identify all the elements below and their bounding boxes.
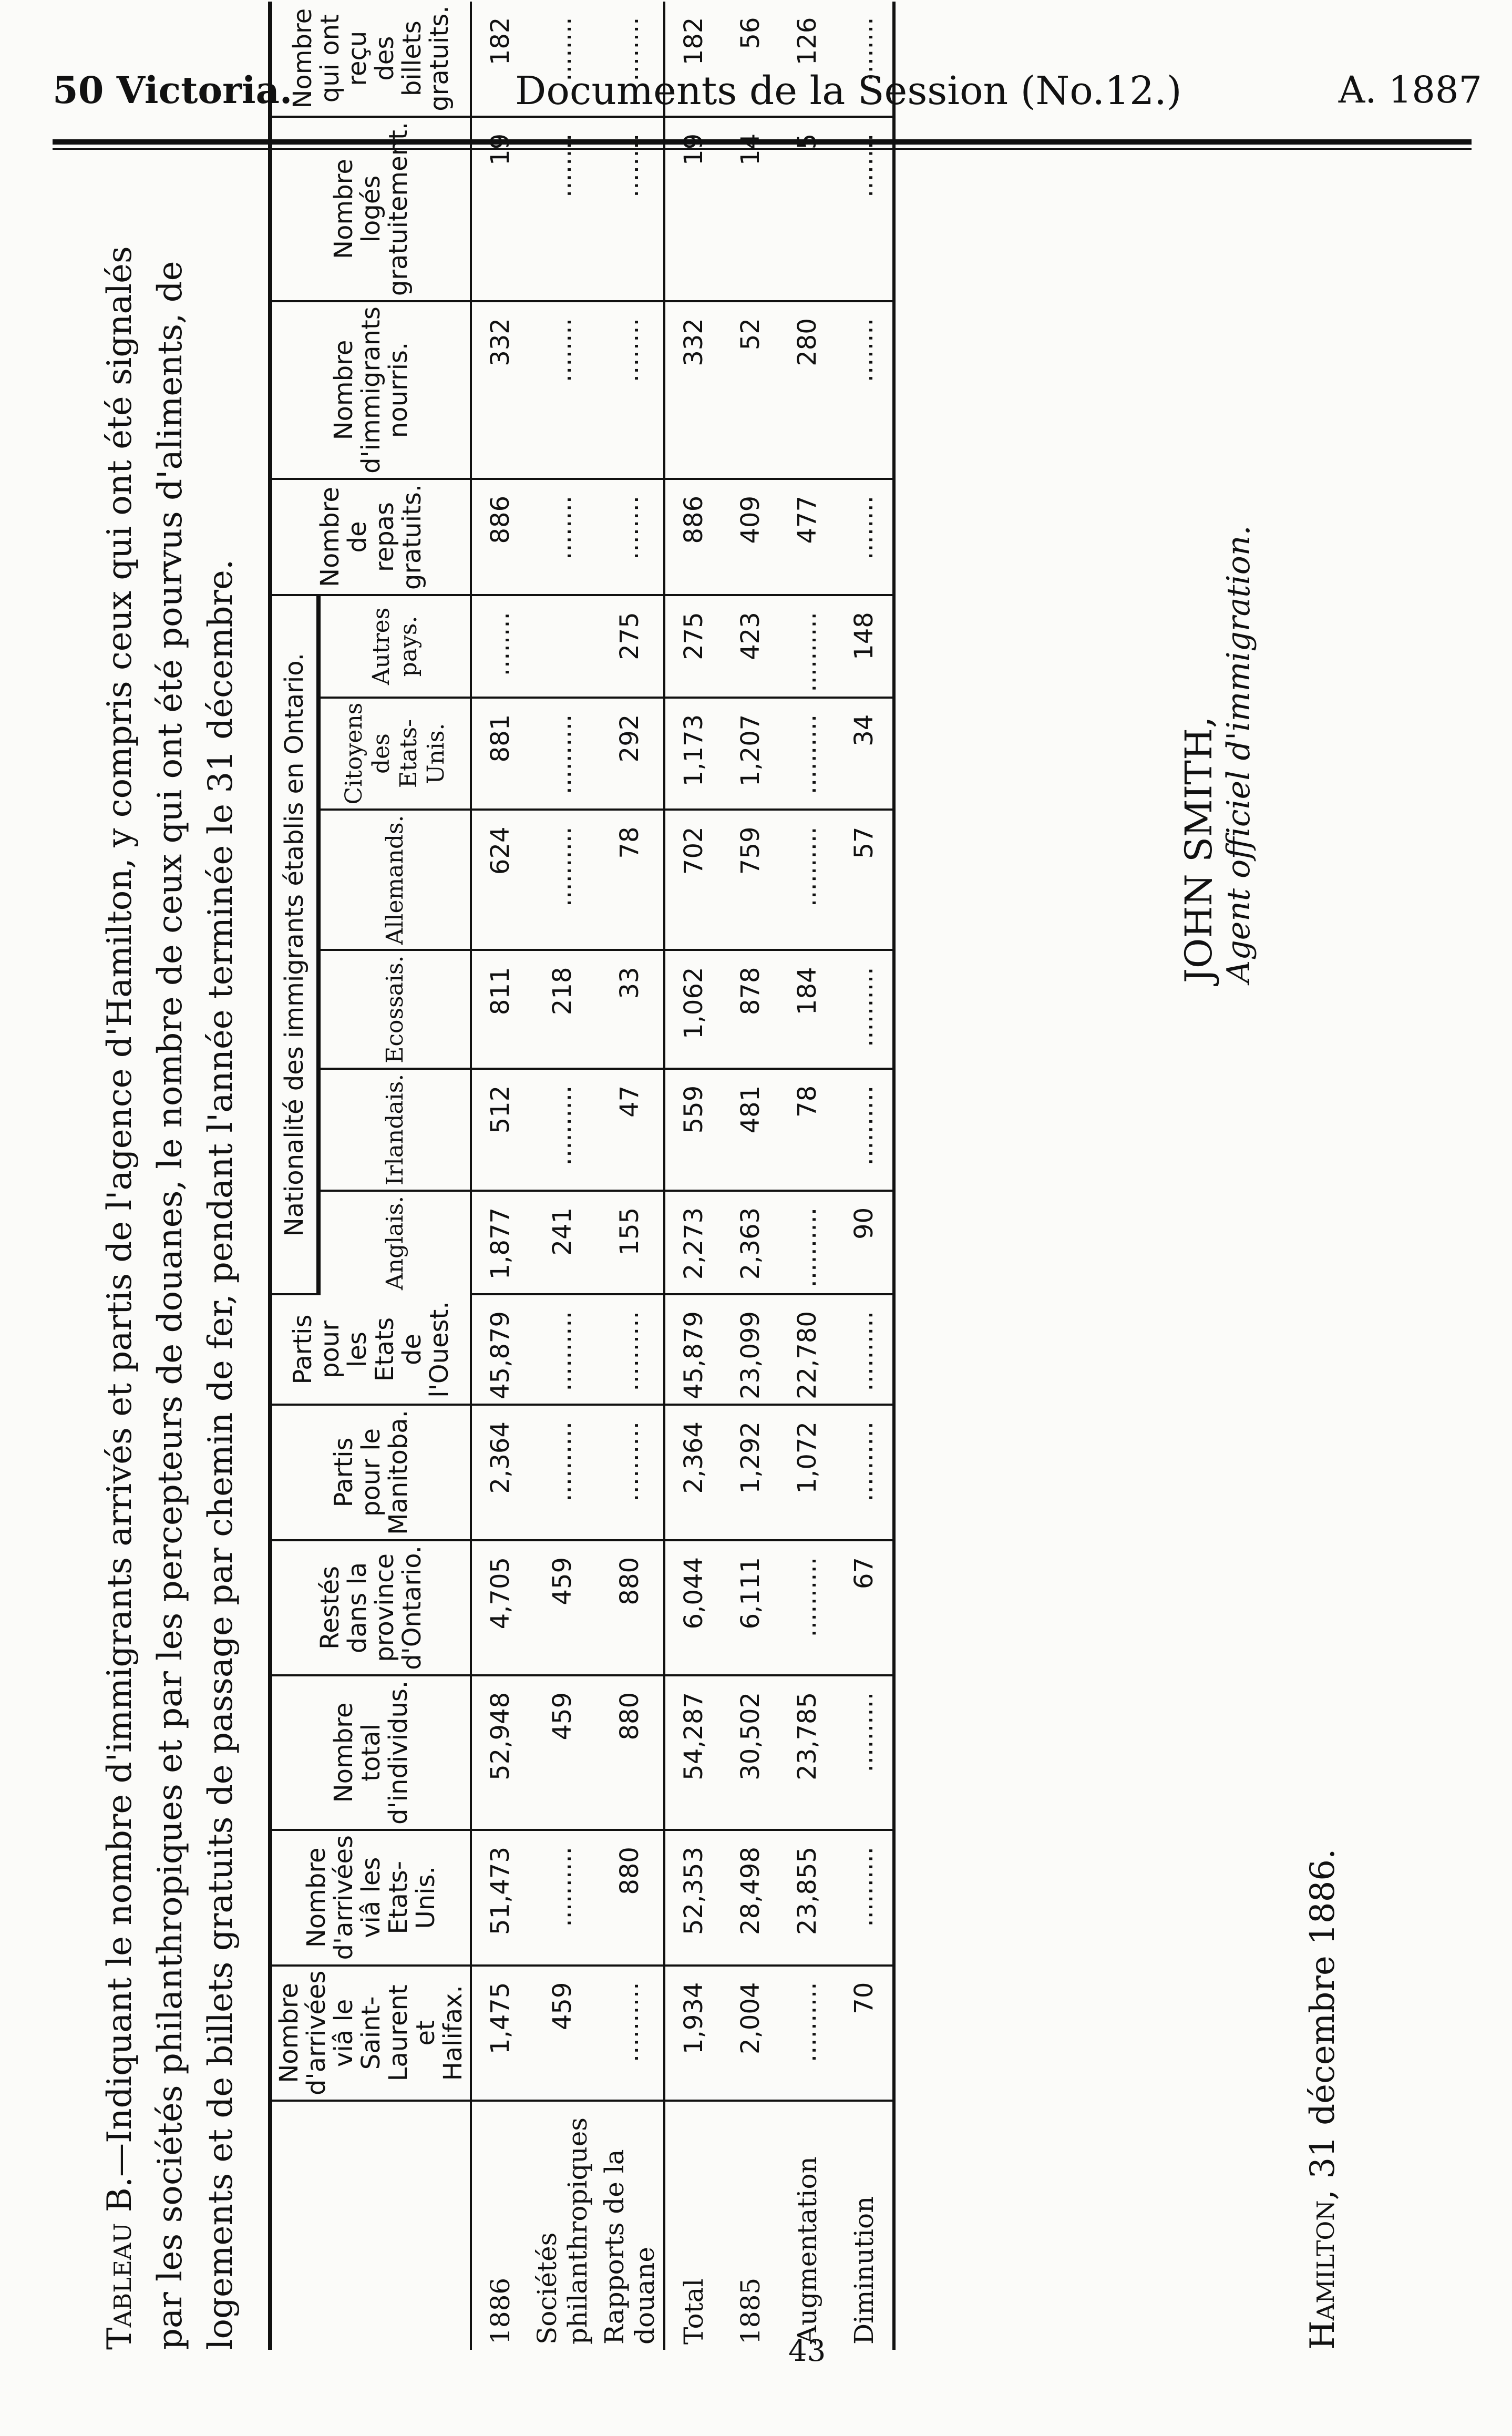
col-head-3: Nombre total d'individus. bbox=[270, 1675, 471, 1830]
signature-name: JOHN SMITH, bbox=[1177, 716, 1220, 983]
table-cell: 880 bbox=[596, 1540, 664, 1675]
table-cell: 14 bbox=[722, 117, 779, 301]
table-cell: 78 bbox=[779, 1069, 836, 1191]
table-cell: 45,879 bbox=[664, 1294, 722, 1405]
table-cell: 292 bbox=[596, 698, 664, 810]
table-cell: .......... bbox=[529, 810, 596, 950]
table-cell: 2,364 bbox=[664, 1405, 722, 1540]
table-cell: 23,099 bbox=[722, 1294, 779, 1405]
table-cell: 90 bbox=[836, 1191, 894, 1294]
row-label: 1885 bbox=[735, 2277, 766, 2345]
table-cell: ........ bbox=[529, 2, 596, 117]
col-head-6: Partis pour les Etats de l'Ouest. bbox=[270, 1294, 471, 1405]
table-cell: .......... bbox=[529, 1830, 596, 1966]
table-cell: 1,877 bbox=[471, 1191, 529, 1294]
table-cell: 2,363 bbox=[722, 1191, 779, 1294]
date-text: 31 décembre 1886. bbox=[1303, 1848, 1342, 2179]
table-cell: ........ bbox=[529, 117, 596, 301]
table-cell: 459 bbox=[529, 1675, 596, 1830]
table-cell: .......... bbox=[529, 1405, 596, 1540]
table-cell bbox=[529, 595, 596, 698]
table-cell: .......... bbox=[596, 1294, 664, 1405]
col-head-12: Autres pays. bbox=[318, 595, 471, 698]
row-label: Augmentation bbox=[792, 2156, 822, 2345]
table-cell: 1,072 bbox=[779, 1405, 836, 1540]
table-cell: .......... bbox=[596, 1966, 664, 2101]
table-cell: 702 bbox=[664, 810, 722, 950]
table-cell: 559 bbox=[664, 1069, 722, 1191]
col-head-13: Nombre de repas gratuits. bbox=[270, 479, 471, 595]
table-cell: .......... bbox=[836, 1294, 894, 1405]
table-cell: 4,705 bbox=[471, 1540, 529, 1675]
table-cell: 155 bbox=[596, 1191, 664, 1294]
table-cell: .......... bbox=[836, 950, 894, 1068]
table-cell: 886 bbox=[471, 479, 529, 595]
table-cell: 51,473 bbox=[471, 1830, 529, 1966]
table-cell: 2,004 bbox=[722, 1966, 779, 2101]
table-cell: 34 bbox=[836, 698, 894, 810]
col-head-1: Nombre d'arrivées viâ le Saint-Laurent et Halifax. bbox=[270, 1966, 471, 2101]
table-cell: .......... bbox=[596, 1405, 664, 1540]
table-cell: 275 bbox=[664, 595, 722, 698]
row-label: Diminution bbox=[836, 2101, 894, 2350]
table-cell: 459 bbox=[529, 1966, 596, 2101]
table-cell: 52 bbox=[722, 301, 779, 479]
table-cell: 23,785 bbox=[779, 1675, 836, 1830]
table-cell: 1,934 bbox=[664, 1966, 722, 2101]
table-cell: 184 bbox=[779, 950, 836, 1068]
table-cell: 56 bbox=[722, 2, 779, 117]
table-cell: 67 bbox=[836, 1540, 894, 1675]
col-head-4: Restés dans la province d'Ontario. bbox=[270, 1540, 471, 1675]
table-cell: 811 bbox=[471, 950, 529, 1068]
signature-block bbox=[1177, 525, 1257, 983]
table-cell: .......... bbox=[779, 810, 836, 950]
table-cell: ........ bbox=[836, 117, 894, 301]
col-head-11: Citoyens des Etats-Unis. bbox=[318, 698, 471, 810]
table-cell: 78 bbox=[596, 810, 664, 950]
table-cell: 70 bbox=[836, 1966, 894, 2101]
table-cell: .......... bbox=[529, 1294, 596, 1405]
table-cell: 477 bbox=[779, 479, 836, 595]
col-head-0 bbox=[270, 2101, 471, 2350]
table-cell: 878 bbox=[722, 950, 779, 1068]
col-head-16: Nombre qui ont reçu des billets gratuits. bbox=[270, 2, 471, 117]
table-cell: 512 bbox=[471, 1069, 529, 1191]
nationality-group-header: Nationalité des immigrants établis en Ontario. bbox=[270, 595, 318, 1294]
table-cell: ........ bbox=[836, 479, 894, 595]
table-cell: .......... bbox=[529, 698, 596, 810]
row-label: Rapports de la douane bbox=[599, 2149, 660, 2345]
table-cell: 1,062 bbox=[664, 950, 722, 1068]
table-cell: 19 bbox=[471, 117, 529, 301]
table-cell: ........ bbox=[529, 301, 596, 479]
table-row bbox=[596, 2, 664, 2350]
table-cell: ........ bbox=[596, 117, 664, 301]
signature-title: Agent officiel d'immigration. bbox=[1220, 525, 1257, 983]
table-cell: 148 bbox=[836, 595, 894, 698]
caption-text: —Indiquant le nombre d'immigrants arrivés et partis de l'agence d'Hamilton, y compris ceux qui ont été signalés par les sociétés philanthropiques et par les percepteurs de douanes, le nombre de ceux qui ont été pourvus d'aliments, de logements et de billets gratuits de passage par chemin de fer, pendant l'année terminée le 31 décembre. bbox=[100, 246, 240, 2350]
caption-lead: Tableau B. bbox=[100, 2176, 139, 2350]
table-cell: ........ bbox=[836, 301, 894, 479]
table-row bbox=[836, 2, 894, 2350]
header-left: 50 Victoria. bbox=[53, 68, 293, 112]
place-name: Hamilton, bbox=[1303, 2189, 1342, 2350]
table-cell: 880 bbox=[596, 1830, 664, 1966]
table-cell: .......... bbox=[836, 1830, 894, 1966]
table-cell: 2,273 bbox=[664, 1191, 722, 1294]
table-caption bbox=[95, 195, 246, 2350]
place-date bbox=[1303, 1849, 1342, 2350]
col-head-15: Nombre logés gratuitement. bbox=[270, 117, 471, 301]
table-cell: 22,780 bbox=[779, 1294, 836, 1405]
row-label: 1886 bbox=[485, 2277, 516, 2345]
table-cell: 280 bbox=[779, 301, 836, 479]
table-cell: .......... bbox=[836, 1675, 894, 1830]
table-cell: 2,364 bbox=[471, 1405, 529, 1540]
table-cell: 28,498 bbox=[722, 1830, 779, 1966]
table-row bbox=[529, 2, 596, 2350]
col-head-2: Nombre d'arrivées viâ les Etats-Unis. bbox=[270, 1830, 471, 1966]
col-head-14: Nombre d'immigrants nourris. bbox=[270, 301, 471, 479]
table-cell: .......... bbox=[836, 1069, 894, 1191]
table-cell: ........ bbox=[529, 479, 596, 595]
table-cell: 23,855 bbox=[779, 1830, 836, 1966]
table-cell: 1,173 bbox=[664, 698, 722, 810]
table-cell: .......... bbox=[779, 1191, 836, 1294]
table-cell: 57 bbox=[836, 810, 894, 950]
table-cell: 182 bbox=[664, 2, 722, 117]
table-cell: 332 bbox=[471, 301, 529, 479]
table-row bbox=[722, 2, 779, 2350]
table-cell: 182 bbox=[471, 2, 529, 117]
table-cell: ........ bbox=[596, 479, 664, 595]
table-cell: 47 bbox=[596, 1069, 664, 1191]
table-cell: 481 bbox=[722, 1069, 779, 1191]
table-cell: 218 bbox=[529, 950, 596, 1068]
header-center: Documents de la Session (No.12.) bbox=[515, 68, 1182, 114]
table-cell: 5 bbox=[779, 117, 836, 301]
table-cell: .......... bbox=[779, 1966, 836, 2101]
table-cell: 52,948 bbox=[471, 1675, 529, 1830]
page-folio: 43 bbox=[788, 2334, 826, 2368]
table-cell: 126 bbox=[779, 2, 836, 117]
table-cell: 30,502 bbox=[722, 1675, 779, 1830]
table-cell: 423 bbox=[722, 595, 779, 698]
table-cell: 52,353 bbox=[664, 1830, 722, 1966]
table-cell: .......... bbox=[529, 1069, 596, 1191]
table-cell: 459 bbox=[529, 1540, 596, 1675]
table-cell: 45,879 bbox=[471, 1294, 529, 1405]
col-head-8: Irlandais. bbox=[318, 1069, 471, 1191]
table-row bbox=[664, 2, 722, 2350]
row-label: Sociétés philanthropiques bbox=[532, 2117, 593, 2345]
table-cell: 409 bbox=[722, 479, 779, 595]
table-cell: .......... bbox=[779, 595, 836, 698]
table-cell: 275 bbox=[596, 595, 664, 698]
table-cell: 1,475 bbox=[471, 1966, 529, 2101]
table-cell: 19 bbox=[664, 117, 722, 301]
col-head-5: Partis pour le Manitoba. bbox=[270, 1405, 471, 1540]
table-cell: 624 bbox=[471, 810, 529, 950]
table-cell: ........ bbox=[471, 595, 529, 698]
header-right: A. 1887 bbox=[1338, 68, 1482, 111]
col-head-10: Allemands. bbox=[318, 810, 471, 950]
table-cell: ........ bbox=[836, 2, 894, 117]
table-cell: 33 bbox=[596, 950, 664, 1068]
table-cell: 332 bbox=[664, 301, 722, 479]
table-cell: 880 bbox=[596, 1675, 664, 1830]
col-head-9: Ecossais. bbox=[318, 950, 471, 1068]
table-cell: 886 bbox=[664, 479, 722, 595]
table-cell: ........ bbox=[596, 301, 664, 479]
table-cell: ........ bbox=[596, 2, 664, 117]
table-cell: 759 bbox=[722, 810, 779, 950]
table-cell: 881 bbox=[471, 698, 529, 810]
table-cell: 1,207 bbox=[722, 698, 779, 810]
row-label: Total bbox=[664, 2101, 722, 2350]
table-cell: .......... bbox=[779, 698, 836, 810]
table-row bbox=[471, 2, 529, 2350]
table-cell: 1,292 bbox=[722, 1405, 779, 1540]
table-cell: 6,111 bbox=[722, 1540, 779, 1675]
table-cell: 6,044 bbox=[664, 1540, 722, 1675]
table-row bbox=[779, 2, 836, 2350]
table-cell: 54,287 bbox=[664, 1675, 722, 1830]
table-cell: .......... bbox=[836, 1405, 894, 1540]
col-head-7: Anglais. bbox=[318, 1191, 471, 1294]
table-cell: 241 bbox=[529, 1191, 596, 1294]
table-cell: .......... bbox=[779, 1540, 836, 1675]
immigration-table bbox=[268, 2, 896, 2350]
